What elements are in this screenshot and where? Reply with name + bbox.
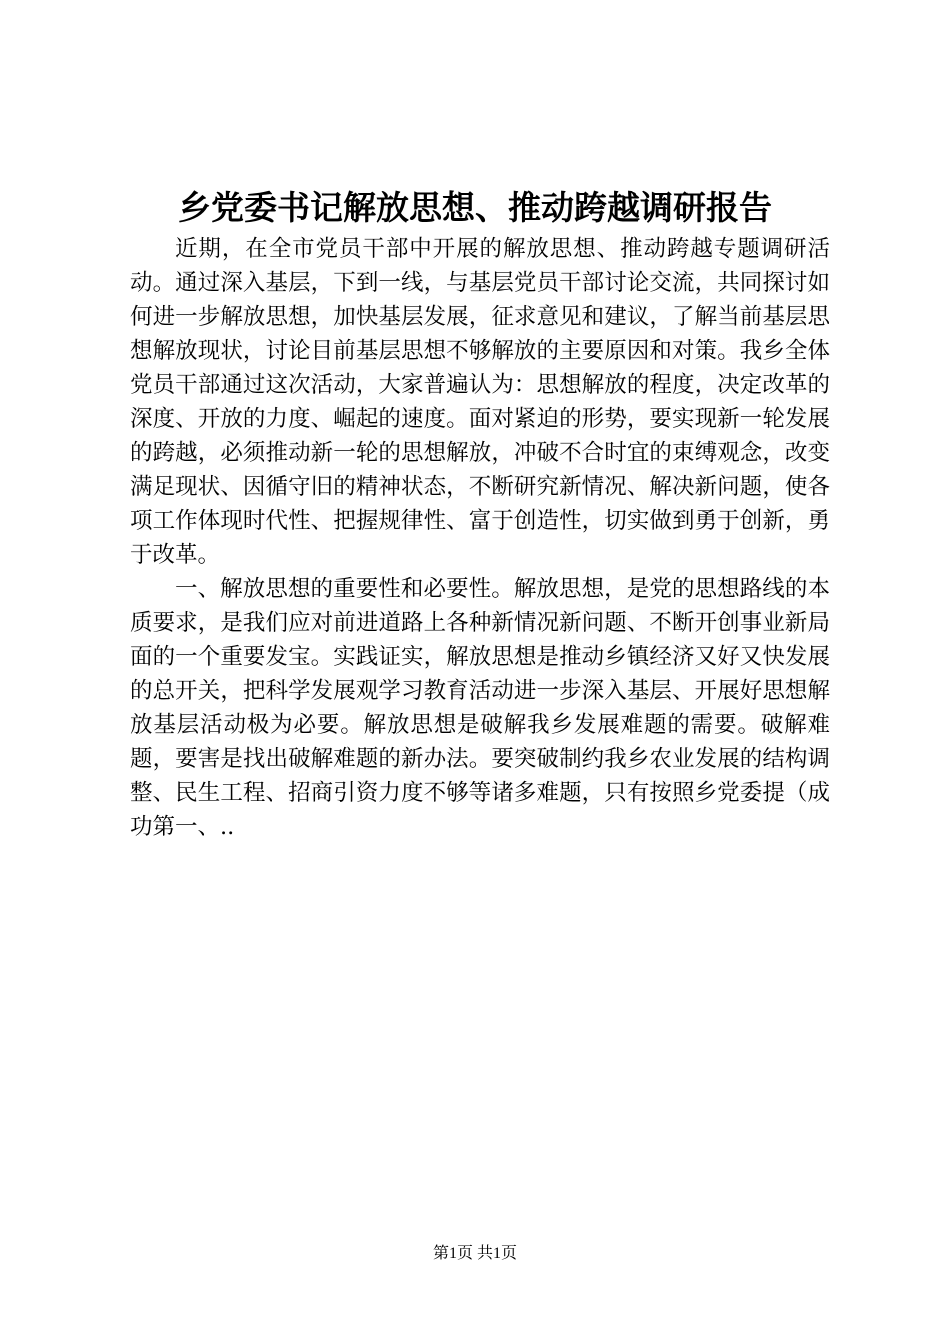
paragraph-intro: 近期，在全市党员干部中开展的解放思想、推动跨越专题调研活动。通过深入基层，下到一线，与基层党员干部讨论交流，共同探讨如何进一步解放思想，加快基层发展，征求意见和建议，了解当前基层思想解放现状，讨论目前基层思想不够解放的主要原因和对策。我乡全体党员干部通过这次活动，大家普遍认为：思想解放的程度，决定改革的深度、开放的力度、崛起的速度。面对紧迫的形势，要实现新一轮发展的跨越，必须推动新一轮的思想解放，冲破不合时宜的束缚观念，改变满足现状、因循守旧的精神状态，不断研究新情况、解决新问题，使各项工作体现时代性、把握规律性、富于创造性，切实做到勇于创新，勇于改革。 <box>130 236 830 568</box>
document-title: 乡党委书记解放思想、推动跨越调研报告 <box>178 188 772 227</box>
document-body <box>130 232 830 844</box>
page-number-footer: 第1页 共1页 <box>432 1245 517 1262</box>
paragraph-section-one: 一、解放思想的重要性和必要性。解放思想，是党的思想路线的本质要求，是我们应对前进道路上各种新情况新问题、不断开创事业新局面的一个重要发宝。实践证实，解放思想是推动乡镇经济又好又快发展的总开关，把科学发展观学习教育活动进一步深入基层、开展好思想解放基层活动极为必要。解放思想是破解我乡发展难题的需要。破解难题，要害是找出破解难题的新办法。要突破制约我乡农业发展的结构调整、民生工程、招商引资力度不够等诸多难题，只有按照乡党委提（成功第一、.. <box>130 576 830 840</box>
